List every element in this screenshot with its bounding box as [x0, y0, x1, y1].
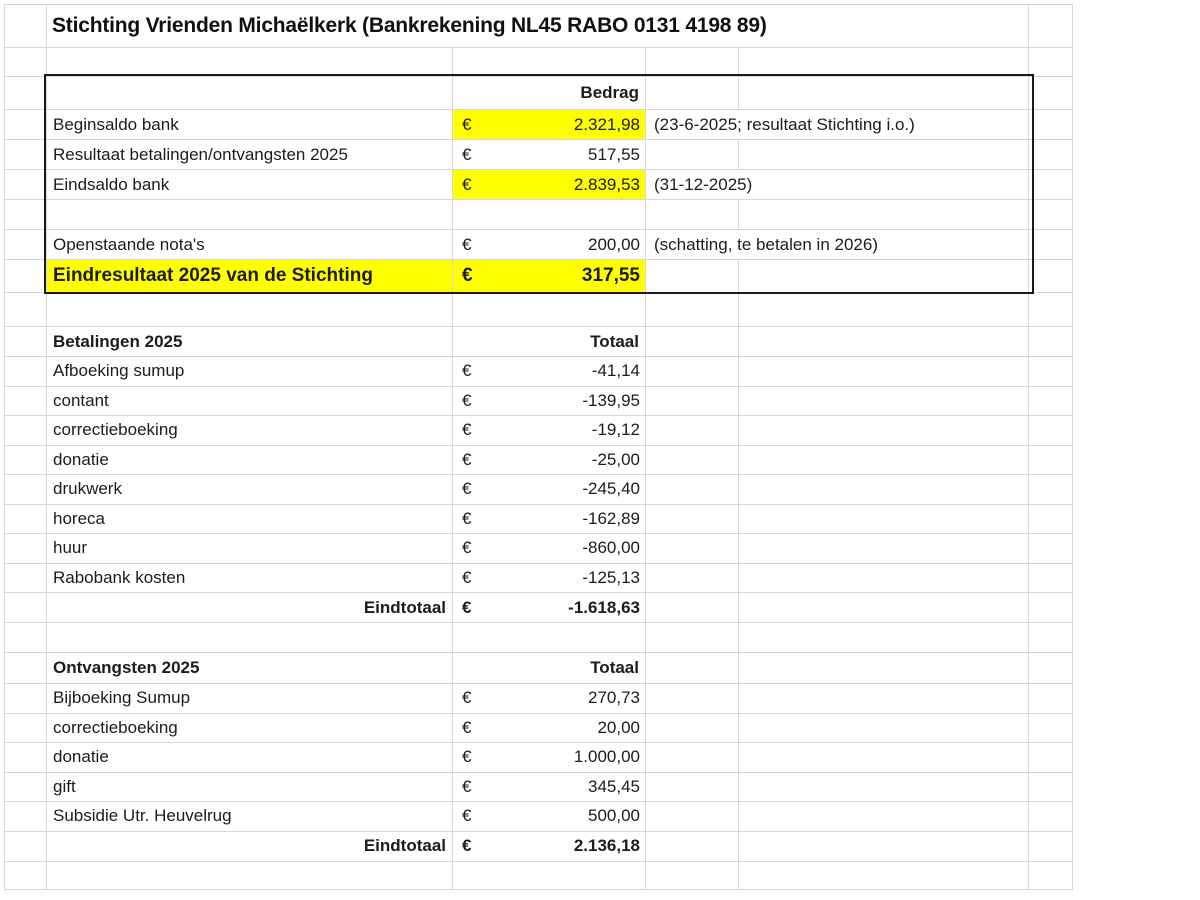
amount-cell-eindsaldo[interactable]	[453, 170, 646, 200]
grid-cell[interactable]	[646, 534, 739, 564]
amount-value: -162,89	[582, 508, 640, 528]
grid-cell[interactable]	[646, 416, 739, 446]
amount-value: 500,00	[588, 806, 640, 826]
amount-cell[interactable]	[453, 446, 646, 476]
row-label[interactable]: huur	[47, 534, 453, 564]
currency-symbol: €	[462, 688, 472, 708]
grid-cell[interactable]	[5, 802, 47, 832]
grid-cell[interactable]	[1029, 505, 1073, 535]
grid-cell[interactable]	[1029, 802, 1073, 832]
grid-cell[interactable]	[47, 293, 453, 327]
currency-symbol: €	[462, 114, 472, 134]
grid-cell[interactable]	[739, 293, 1029, 327]
total-amount-betalingen[interactable]	[453, 593, 646, 623]
grid-cell[interactable]	[646, 327, 739, 357]
grid-cell[interactable]	[1029, 170, 1073, 200]
amount-cell[interactable]	[453, 416, 646, 446]
grid-cell[interactable]	[1029, 357, 1073, 387]
grid-cell[interactable]	[1029, 773, 1073, 803]
grid-cell[interactable]	[1029, 48, 1073, 77]
grid-cell[interactable]	[1029, 653, 1073, 684]
currency-symbol: €	[462, 420, 472, 440]
amount-cell[interactable]	[453, 684, 646, 714]
total-value: 2.136,18	[573, 836, 640, 855]
grid-cell[interactable]	[5, 110, 47, 140]
grid-cell[interactable]	[646, 684, 739, 714]
grid-cell[interactable]	[5, 862, 47, 890]
grid-cell[interactable]	[5, 200, 47, 230]
grid-cell[interactable]	[1029, 743, 1073, 773]
row-label-openstaand[interactable]: Openstaande nota's	[47, 230, 453, 260]
grid-cell[interactable]	[5, 684, 47, 714]
grid-cell[interactable]	[47, 862, 453, 890]
grid-cell[interactable]	[1029, 140, 1073, 170]
row-label[interactable]: donatie	[47, 446, 453, 476]
grid-cell[interactable]	[739, 77, 1029, 110]
amount-value: 345,45	[588, 776, 640, 796]
currency-symbol: €	[462, 806, 472, 826]
grid-cell[interactable]	[453, 48, 646, 77]
grid-cell[interactable]	[5, 293, 47, 327]
grid-cell[interactable]	[5, 170, 47, 200]
grid-cell[interactable]	[646, 564, 739, 594]
amount-value: 517,55	[588, 144, 640, 164]
amount-value: -41,14	[591, 361, 640, 381]
grid-cell[interactable]	[1029, 77, 1073, 110]
grid-cell[interactable]	[5, 140, 47, 170]
grid-cell[interactable]	[646, 743, 739, 773]
grid-cell[interactable]	[1029, 862, 1073, 890]
amount-value: -25,00	[591, 449, 640, 469]
grid-cell[interactable]	[5, 357, 47, 387]
grid-cell[interactable]	[646, 260, 739, 293]
amount-cell-eindresultaat[interactable]	[453, 260, 646, 293]
grid-cell[interactable]	[5, 416, 47, 446]
total-label-betalingen[interactable]: Eindtotaal	[47, 593, 453, 623]
amount-value: 270,73	[588, 688, 640, 708]
amount-cell[interactable]	[453, 714, 646, 744]
currency-symbol: €	[462, 747, 472, 767]
amount-cell[interactable]	[453, 534, 646, 564]
currency-symbol: €	[462, 174, 472, 194]
comment-openstaand[interactable]: (schatting, te betalen in 2026)	[646, 230, 1029, 260]
total-label-ontvangsten[interactable]: Eindtotaal	[47, 832, 453, 862]
grid-cell[interactable]	[646, 357, 739, 387]
grid-cell[interactable]	[646, 714, 739, 744]
grid-cell[interactable]	[739, 260, 1029, 293]
grid-cell[interactable]	[1029, 327, 1073, 357]
amount-cell[interactable]	[453, 357, 646, 387]
grid-cell[interactable]	[5, 773, 47, 803]
grid-cell[interactable]	[646, 475, 739, 505]
grid-cell[interactable]	[1029, 623, 1073, 653]
amount-value: 200,00	[588, 234, 640, 254]
grid-cell[interactable]	[5, 534, 47, 564]
grid-cell[interactable]	[453, 293, 646, 327]
grid-cell[interactable]	[739, 200, 1029, 230]
row-label[interactable]: Bijboeking Sumup	[47, 684, 453, 714]
grid-cell[interactable]	[5, 230, 47, 260]
grid-cell[interactable]	[47, 623, 453, 653]
currency-symbol: €	[462, 390, 472, 410]
grid-cell[interactable]	[1029, 5, 1073, 48]
grid-cell[interactable]	[739, 832, 1029, 862]
grid-cell[interactable]	[739, 140, 1029, 170]
grid-cell[interactable]	[5, 593, 47, 623]
grid-cell[interactable]	[646, 77, 739, 110]
column-header-totaal-ontvangsten[interactable]: Totaal	[453, 653, 646, 684]
row-label[interactable]: donatie	[47, 743, 453, 773]
currency-symbol: €	[462, 449, 472, 469]
amount-cell-beginsaldo[interactable]	[453, 110, 646, 140]
grid-cell[interactable]	[1029, 714, 1073, 744]
grid-cell[interactable]	[739, 446, 1029, 476]
grid-cell[interactable]	[739, 416, 1029, 446]
grid-cell[interactable]	[739, 684, 1029, 714]
amount-value: -139,95	[582, 390, 640, 410]
grid-cell[interactable]	[646, 505, 739, 535]
grid-cell[interactable]	[646, 387, 739, 417]
amount-value: 20,00	[597, 717, 640, 737]
currency-symbol: €	[462, 567, 472, 587]
currency-symbol: €	[462, 479, 472, 499]
grid-cell[interactable]	[453, 862, 646, 890]
comment-eindsaldo[interactable]: (31-12-2025)	[646, 170, 1029, 200]
currency-symbol: €	[462, 144, 472, 164]
amount-cell[interactable]	[453, 743, 646, 773]
currency-symbol: €	[462, 361, 472, 381]
currency-symbol: €	[462, 717, 472, 737]
amount-value: -19,12	[591, 420, 640, 440]
currency-symbol: €	[462, 776, 472, 796]
grid-cell[interactable]	[739, 802, 1029, 832]
grid-cell[interactable]	[739, 48, 1029, 77]
row-label[interactable]: Rabobank kosten	[47, 564, 453, 594]
amount-cell[interactable]	[453, 773, 646, 803]
grid-cell[interactable]	[47, 77, 453, 110]
grid-cell[interactable]	[1029, 475, 1073, 505]
amount-cell-resultaat[interactable]	[453, 140, 646, 170]
grid-cell[interactable]	[739, 623, 1029, 653]
row-label[interactable]: drukwerk	[47, 475, 453, 505]
grid-cell[interactable]	[5, 327, 47, 357]
grid-cell[interactable]	[646, 773, 739, 803]
grid-cell[interactable]	[739, 862, 1029, 890]
grid-cell[interactable]	[1029, 110, 1073, 140]
column-header-totaal-betalingen[interactable]: Totaal	[453, 327, 646, 357]
grid-cell[interactable]	[739, 534, 1029, 564]
grid-cell[interactable]	[5, 653, 47, 684]
grid-cell[interactable]	[646, 593, 739, 623]
grid-cell[interactable]	[47, 200, 453, 230]
row-label[interactable]: contant	[47, 387, 453, 417]
currency-symbol: €	[462, 508, 472, 528]
amount-value: -860,00	[582, 538, 640, 558]
grid-cell[interactable]	[1029, 446, 1073, 476]
grid-cell[interactable]	[1029, 230, 1073, 260]
grid-cell[interactable]	[739, 653, 1029, 684]
grid-cell[interactable]	[5, 505, 47, 535]
grid-cell[interactable]	[739, 475, 1029, 505]
grid-cell[interactable]	[646, 200, 739, 230]
grid-cell[interactable]	[5, 446, 47, 476]
worksheet-grid	[4, 4, 1073, 890]
column-header-bedrag[interactable]: Bedrag	[453, 77, 646, 110]
amount-value: 2.321,98	[573, 114, 640, 134]
currency-symbol: €	[462, 234, 472, 254]
total-amount-ontvangsten[interactable]	[453, 832, 646, 862]
row-label-resultaat[interactable]: Resultaat betalingen/ontvangsten 2025	[47, 140, 453, 170]
grid-cell[interactable]	[1029, 416, 1073, 446]
amount-cell[interactable]	[453, 475, 646, 505]
grid-cell[interactable]	[5, 5, 47, 48]
grid-cell[interactable]	[646, 48, 739, 77]
total-value: -1.618,63	[568, 597, 640, 617]
amount-cell-openstaand[interactable]	[453, 230, 646, 260]
grid-cell[interactable]	[5, 475, 47, 505]
grid-cell[interactable]	[1029, 593, 1073, 623]
amount-cell[interactable]	[453, 802, 646, 832]
amount-value: -245,40	[582, 479, 640, 499]
grid-cell[interactable]	[646, 140, 739, 170]
amount-value: 2.839,53	[573, 174, 640, 194]
grid-cell[interactable]	[739, 327, 1029, 357]
grid-cell[interactable]	[739, 357, 1029, 387]
amount-cell[interactable]	[453, 387, 646, 417]
grid-cell[interactable]	[739, 743, 1029, 773]
row-label-beginsaldo[interactable]: Beginsaldo bank	[47, 110, 453, 140]
grid-cell[interactable]	[739, 387, 1029, 417]
grid-cell[interactable]	[739, 773, 1029, 803]
grid-cell[interactable]	[646, 802, 739, 832]
grid-cell[interactable]	[5, 623, 47, 653]
grid-cell[interactable]	[5, 260, 47, 293]
comment-beginsaldo[interactable]: (23-6-2025; resultaat Stichting i.o.)	[646, 110, 1029, 140]
row-label-eindresultaat[interactable]: Eindresultaat 2025 van de Stichting	[47, 260, 453, 293]
grid-cell[interactable]	[739, 593, 1029, 623]
grid-cell[interactable]	[1029, 832, 1073, 862]
amount-value: 1.000,00	[573, 747, 640, 767]
grid-cell[interactable]	[1029, 684, 1073, 714]
grid-cell[interactable]	[453, 623, 646, 653]
amount-cell[interactable]	[453, 564, 646, 594]
grid-cell[interactable]	[646, 862, 739, 890]
grid-cell[interactable]	[1029, 293, 1073, 327]
grid-cell[interactable]	[646, 653, 739, 684]
amount-value: -125,13	[582, 567, 640, 587]
row-label[interactable]: correctieboeking	[47, 416, 453, 446]
grid-cell[interactable]	[646, 446, 739, 476]
grid-cell[interactable]	[47, 48, 453, 77]
grid-cell[interactable]	[739, 714, 1029, 744]
grid-cell[interactable]	[1029, 387, 1073, 417]
grid-cell[interactable]	[5, 48, 47, 77]
grid-cell[interactable]	[646, 293, 739, 327]
currency-symbol: €	[462, 836, 472, 855]
grid-cell[interactable]	[5, 714, 47, 744]
grid-cell[interactable]	[5, 387, 47, 417]
grid-cell[interactable]	[646, 623, 739, 653]
grid-cell[interactable]	[739, 564, 1029, 594]
row-label-eindsaldo[interactable]: Eindsaldo bank	[47, 170, 453, 200]
grid-cell[interactable]	[5, 832, 47, 862]
grid-cell[interactable]	[5, 564, 47, 594]
row-label[interactable]: correctieboeking	[47, 714, 453, 744]
grid-cell[interactable]	[1029, 260, 1073, 293]
grid-cell[interactable]	[739, 505, 1029, 535]
currency-symbol: €	[462, 597, 472, 617]
grid-cell[interactable]	[1029, 564, 1073, 594]
grid-cell[interactable]	[453, 200, 646, 230]
amount-value: 317,55	[581, 265, 640, 286]
currency-symbol: €	[462, 538, 472, 558]
section-header-ontvangsten[interactable]: Ontvangsten 2025	[47, 653, 453, 684]
grid-cell[interactable]	[5, 743, 47, 773]
grid-cell[interactable]	[646, 832, 739, 862]
currency-symbol: €	[462, 265, 473, 286]
row-label[interactable]: gift	[47, 773, 453, 803]
section-header-betalingen[interactable]: Betalingen 2025	[47, 327, 453, 357]
grid-cell[interactable]	[5, 77, 47, 110]
row-label[interactable]: horeca	[47, 505, 453, 535]
row-label[interactable]: Afboeking sumup	[47, 357, 453, 387]
amount-cell[interactable]	[453, 505, 646, 535]
grid-cell[interactable]	[1029, 200, 1073, 230]
grid-cell[interactable]	[1029, 534, 1073, 564]
page-title[interactable]: Stichting Vrienden Michaëlkerk (Bankrekening NL45 RABO 0131 4198 89)	[47, 5, 1029, 48]
row-label[interactable]: Subsidie Utr. Heuvelrug	[47, 802, 453, 832]
